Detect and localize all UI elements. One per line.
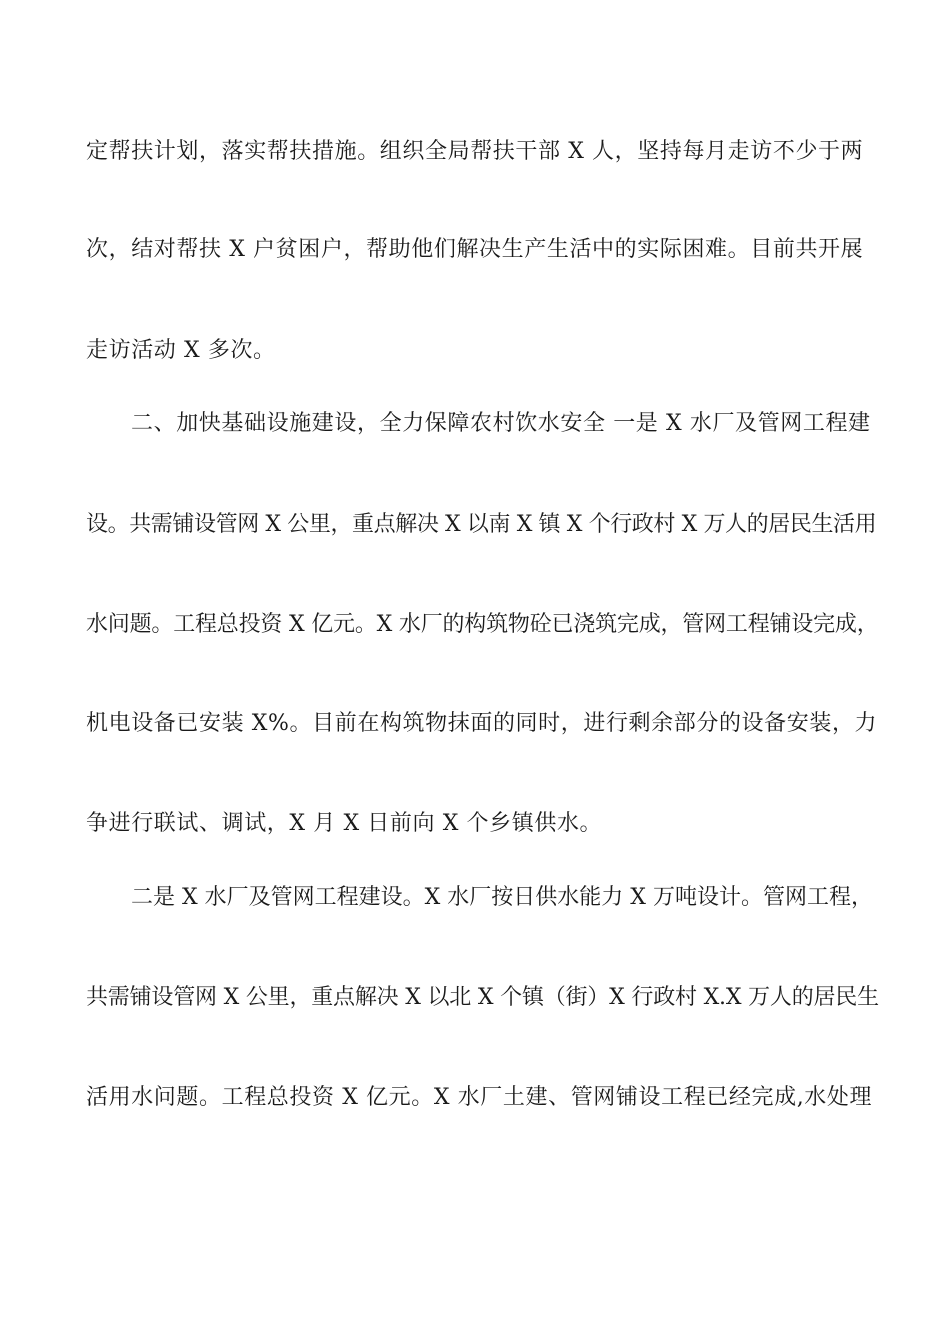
text-line-4: 二、加快基础设施建设，全力保障农村饮水安全 一是 X 水厂及管网工程建 [131, 411, 871, 436]
text-line-8: 争进行联试、调试，X 月 X 日前向 X 个乡镇供水。 [86, 811, 603, 836]
text-line-7: 机电设备已安装 X%。目前在构筑物抹面的同时，进行剩余部分的设备安装，力 [86, 711, 878, 736]
text-line-2: 次，结对帮扶 X 户贫困户，帮助他们解决生产生活中的实际困难。目前共开展 [86, 237, 864, 262]
text-line-6: 水问题。工程总投资 X 亿元。X 水厂的构筑物砼已浇筑完成，管网工程铺设完成， [86, 612, 879, 637]
text-line-1: 定帮扶计划，落实帮扶措施。组织全局帮扶干部 X 人，坚持每月走访不少于两 [86, 139, 864, 164]
text-line-10: 共需铺设管网 X 公里，重点解决 X 以北 X 个镇（街）X 行政村 X.X 万人的居民生 [86, 985, 879, 1010]
text-line-3: 走访活动 X 多次。 [86, 338, 276, 363]
text-line-9: 二是 X 水厂及管网工程建设。X 水厂按日供水能力 X 万吨设计。管网工程， [131, 885, 873, 910]
text-line-5: 设。共需铺设管网 X 公里，重点解决 X 以南 X 镇 X 个行政村 X 万人的居民生活用 [86, 512, 877, 537]
text-line-11: 活用水问题。工程总投资 X 亿元。X 水厂土建、管网铺设工程已经完成,水处理 [86, 1085, 873, 1110]
